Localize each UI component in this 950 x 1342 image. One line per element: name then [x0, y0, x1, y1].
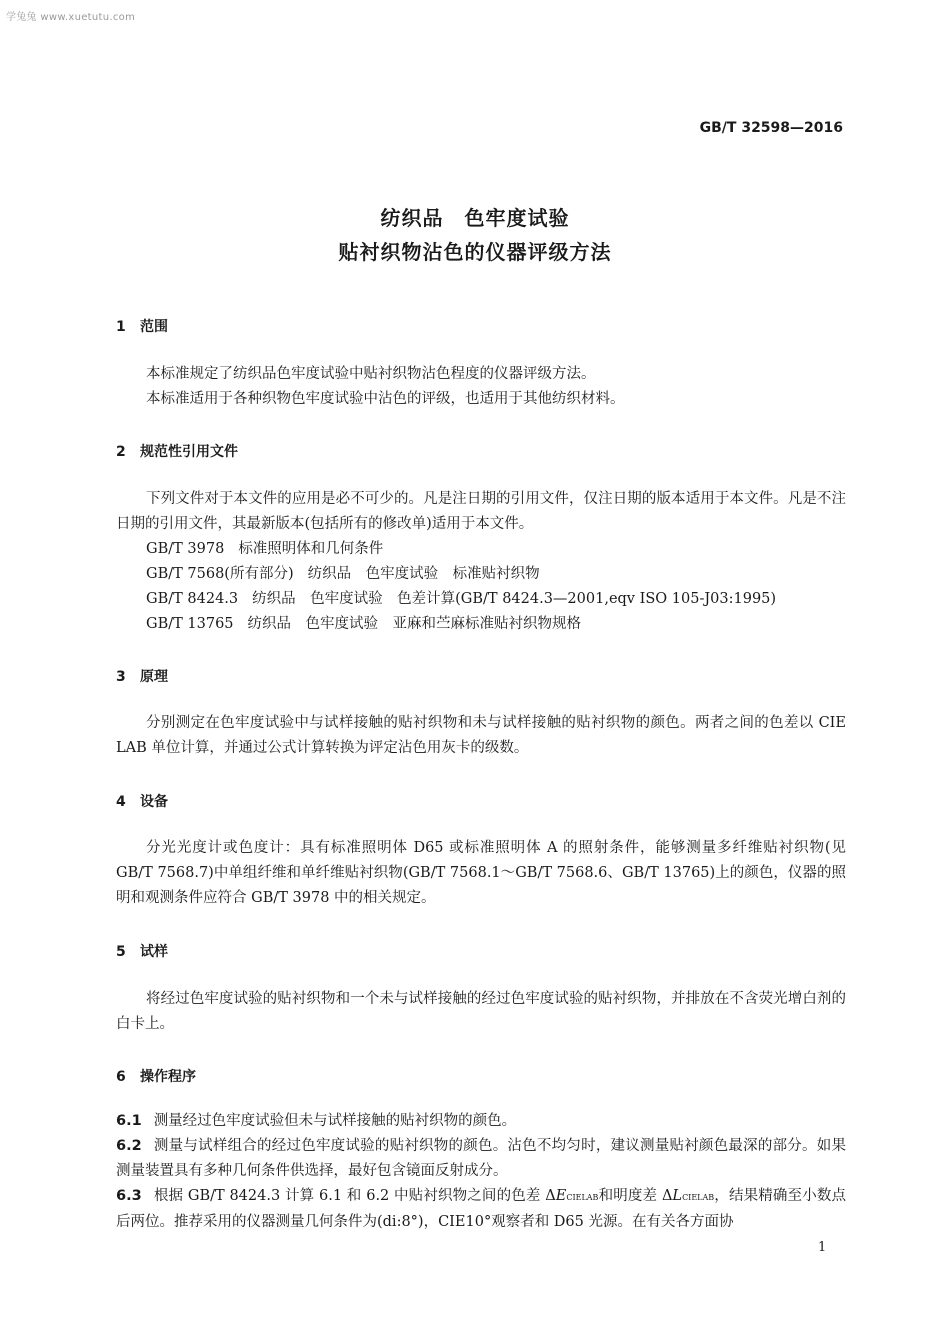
reference-title: 纺织品 色牢度试验 标准贴衬织物	[307, 566, 540, 582]
clause-6-3	[116, 1184, 846, 1235]
reference-title: 纺织品 色牢度试验 色差计算(GB/T 8424.3—2001,eqv ISO 105-J03:1995)	[252, 591, 777, 607]
symbol-l: L	[672, 1188, 683, 1204]
clause-number: 6.1	[116, 1113, 142, 1129]
watermark: 学兔兔 www.xuetutu.com	[6, 12, 136, 23]
document-title-line2: 贴衬织物沾色的仪器评级方法	[338, 240, 612, 264]
section-title: 试样	[140, 944, 168, 960]
section-heading-5	[116, 941, 168, 961]
section-heading-3	[116, 666, 168, 686]
section-number: 3	[116, 669, 126, 685]
paragraph-scope-2: 本标准适用于各种织物色牢度试验中沾色的评级，也适用于其他纺织材料。	[146, 391, 625, 407]
paragraph-principle: 分别测定在色牢度试验中与试样接触的贴衬织物和未与试样接触的贴衬织物的颜色。两者之间的色差以 CIE LAB 单位计算，并通过公式计算转换为评定沾色用灰卡的级数。	[116, 715, 846, 756]
reference-code: GB/T 8424.3	[146, 591, 239, 607]
clause-text-part2: 和明度差 Δ	[598, 1188, 673, 1204]
section-title: 操作程序	[140, 1069, 196, 1085]
clause-text-part3: ，结果精确至小数点后两位。推荐采用的仪器测量几何条件为(di:8°)，CIE10°观察者和 D65 光源。在有关各方面协	[116, 1188, 846, 1230]
section-heading-6	[116, 1066, 196, 1086]
symbol-e: E	[555, 1188, 567, 1204]
section-number: 5	[116, 944, 126, 960]
clause-number: 6.2	[116, 1138, 142, 1154]
subscript-cielab: CIELAB	[682, 1193, 715, 1202]
clause-6-1	[116, 1109, 846, 1134]
section-number: 6	[116, 1069, 126, 1085]
clause-text: 测量经过色牢度试验但未与试样接触的贴衬织物的颜色。	[153, 1113, 517, 1129]
clause-6-2	[116, 1134, 846, 1184]
reference-code: GB/T 7568(所有部分)	[146, 566, 294, 582]
subscript-cielab: CIELAB	[566, 1193, 599, 1202]
paragraph-apparatus: 分光光度计或色度计：具有标准照明体 D65 或标准照明体 A 的照射条件，能够测量多纤维贴衬织物(见 GB/T 7568.7)中单组纤维和单纤维贴衬织物(GB/T 7568.1～GB/T 7568.6、GB/T 13765)上的颜色，仪器的照明和观测条件应符合 GB/T 3978 中的相关规定。	[116, 840, 846, 906]
reference-item	[146, 537, 776, 562]
reference-list	[146, 537, 776, 637]
paragraph-scope-1: 本标准规定了纺织品色牢度试验中贴衬织物沾色程度的仪器评级方法。	[146, 366, 596, 382]
reference-code: GB/T 3978	[146, 541, 225, 557]
reference-title: 纺织品 色牢度试验 亚麻和苎麻标准贴衬织物规格	[247, 616, 582, 632]
clause-text-part1: 根据 GB/T 8424.3 计算 6.1 和 6.2 中贴衬织物之间的色差 Δ	[153, 1188, 556, 1204]
reference-item	[146, 587, 776, 612]
clause-number: 6.3	[116, 1188, 142, 1204]
section-number: 2	[116, 444, 126, 460]
section-title: 设备	[140, 794, 168, 810]
section-title: 规范性引用文件	[140, 444, 238, 460]
section-number: 1	[116, 319, 126, 335]
clause-text: 测量与试样组合的经过色牢度试验的贴衬织物的颜色。沾色不均匀时，建议测量贴衬颜色最深的部分。如果测量装置具有多种几何条件供选择，最好包含镜面反射成分。	[116, 1138, 846, 1179]
section-heading-4	[116, 791, 168, 811]
reference-code: GB/T 13765	[146, 616, 234, 632]
reference-item	[146, 612, 776, 637]
paragraph-specimen: 将经过色牢度试验的贴衬织物和一个未与试样接触的经过色牢度试验的贴衬织物，并排放在不含荧光增白剂的白卡上。	[116, 991, 846, 1032]
reference-title: 标准照明体和几何条件	[238, 541, 384, 557]
document-title-line1: 纺织品 色牢度试验	[380, 206, 570, 230]
section-title: 原理	[140, 669, 168, 685]
section-heading-2	[116, 441, 238, 461]
standard-number: GB/T 32598—2016	[699, 120, 843, 136]
reference-item	[146, 562, 776, 587]
section-number: 4	[116, 794, 126, 810]
section-heading-1	[116, 316, 168, 336]
page-number: 1	[818, 1240, 827, 1255]
section-title: 范围	[140, 319, 168, 335]
paragraph-normative-refs: 下列文件对于本文件的应用是必不可少的。凡是注日期的引用文件，仅注日期的版本适用于本文件。凡是不注日期的引用文件，其最新版本(包括所有的修改单)适用于本文件。	[116, 491, 846, 532]
